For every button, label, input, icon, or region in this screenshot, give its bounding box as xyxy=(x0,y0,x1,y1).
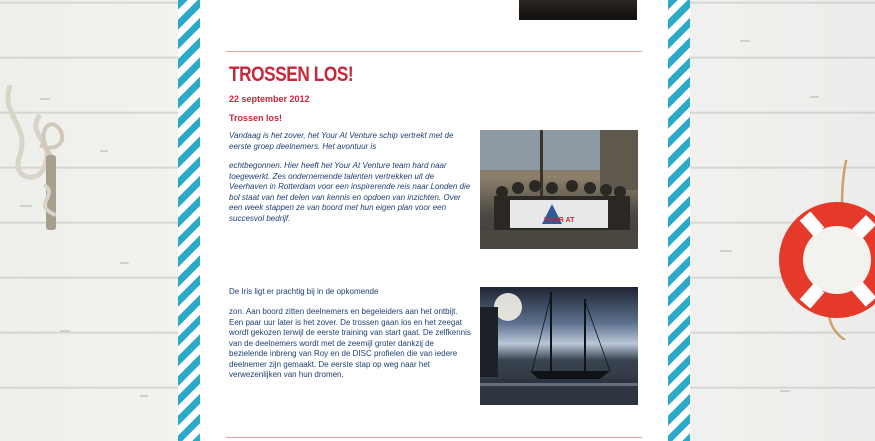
banner-text: YOUR AT xyxy=(543,217,575,224)
stripe-border-left xyxy=(178,0,200,441)
ship-photo[interactable] xyxy=(480,287,638,405)
stripe-border-right xyxy=(668,0,690,441)
post-paragraph: zon. Aan boord zitten deelnemers en begeleiders aan het ontbijt. Een paar uur later is het zover. De trossen gaan los en het zeegat wordt gekozen terwijl de eerste training van start gaat. De zelfkennis van de deelnemers wordt met de zeemijl groter dankzij de bezielende inbreng van Roy en de DISC profielen die van iedere deelnemer zijn gemaakt. De eerste stap op weg naar het verwezenlijken van hun dromen. xyxy=(229,307,471,379)
post-subtitle: Trossen los! xyxy=(229,113,283,123)
divider xyxy=(226,51,642,52)
crew-photo[interactable] xyxy=(480,130,638,249)
post-paragraph: Vandaag is het zover, het Your At Venture schip vertrekt met de eerste groep deelnemers. Het avontuur is xyxy=(229,131,454,151)
post-paragraph: De Iris ligt er prachtig bij in de opkomende xyxy=(229,287,379,296)
post-paragraph: echtbegonnen. Hier heeft het Your At Venture team hard naar toegewerkt. Zes ondernemende talenten vertrekken uit de Veerhaven in Rotterdam voor een inspirerende reis naar Londen die bol staat van het delen van kennis en opdoen van inzichten. Over een week stappen ze van boord met hun eigen plan voor een succesvol bedrijf. xyxy=(229,161,471,223)
post-date: 22 september 2012 xyxy=(229,94,310,104)
life-buoy-icon xyxy=(775,160,875,340)
rope-knot-icon xyxy=(0,85,80,235)
divider xyxy=(226,437,642,438)
post-title[interactable]: TROSSEN LOS! xyxy=(229,63,354,86)
previous-post-image[interactable] xyxy=(519,0,637,20)
